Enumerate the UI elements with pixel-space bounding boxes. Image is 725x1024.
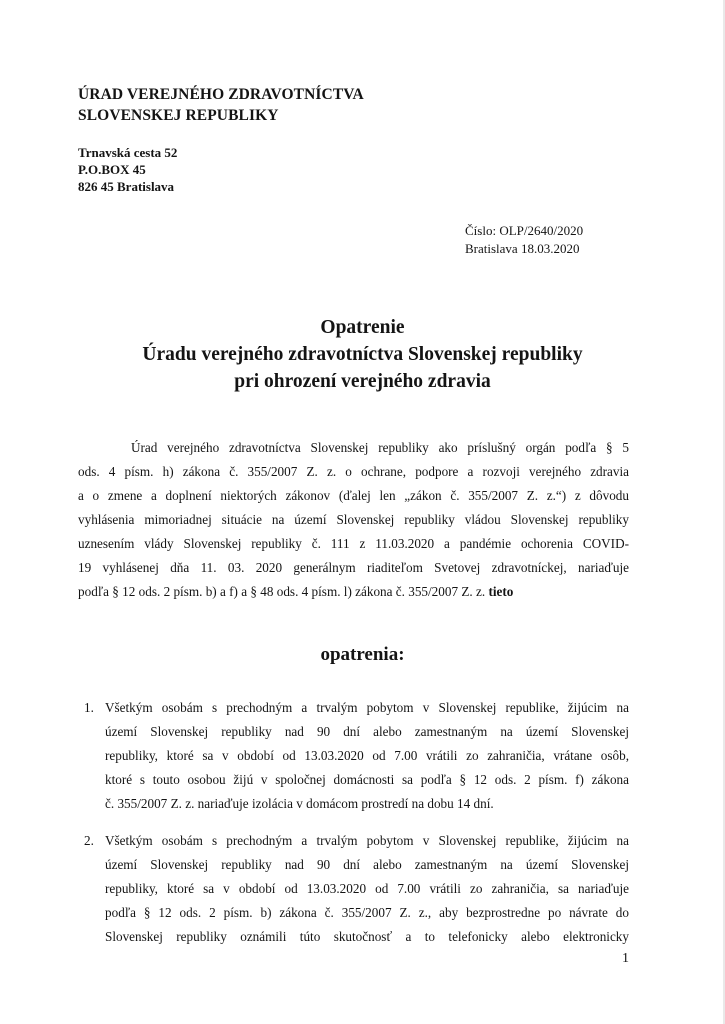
item-line: republiky, ktoré sa v období od 13.03.2020 od 7.00 vrátili zo zahraničia, sa nariaďuje <box>105 881 629 896</box>
item-number: 2. <box>84 833 94 848</box>
item-number: 1. <box>84 700 94 715</box>
title-line-1: Opatrenie <box>320 317 405 338</box>
item-line: Slovenskej republiky oznámili túto skutočnosť a to telefonicky alebo elektronicky <box>105 929 629 944</box>
org-line-2: SLOVENSKEJ REPUBLIKY <box>78 107 279 124</box>
address-city: 826 45 Bratislava <box>78 179 175 194</box>
intro-line: 19 vyhlásenej dňa 11. 03. 2020 generálnym riaditeľom Svetovej zdravotníckej, nariaďuje <box>78 560 629 575</box>
issuing-authority <box>78 84 364 126</box>
item-line: Všetkým osobám s prechodným a trvalým pobytom v Slovenskej republike, žijúcim na <box>105 700 629 715</box>
item-line: podľa § 12 ods. 2 písm. b) zákona č. 355/2007 Z. z., aby bezprostredne po návrate do <box>105 905 629 920</box>
intro-bold-word: tieto <box>488 584 514 599</box>
address-street: Trnavská cesta 52 <box>78 145 178 160</box>
item-line: území Slovenskej republiky nad 90 dní alebo zamestnaným na území Slovenskej <box>105 857 629 872</box>
title-line-2: Úradu verejného zdravotníctva Slovenskej republiky <box>142 344 583 365</box>
reference-block <box>465 222 583 258</box>
reference-number: Číslo: OLP/2640/2020 <box>465 223 584 238</box>
item-line: ktoré s touto osobou žijú v spoločnej domácnosti sa podľa § 12 ods. 2 písm. f) zákona <box>105 772 629 787</box>
intro-paragraph <box>78 436 629 604</box>
intro-line-last <box>78 580 629 604</box>
page-number: 1 <box>622 951 629 966</box>
section-heading: opatrenia: <box>320 644 405 665</box>
intro-line: Úrad verejného zdravotníctva Slovenskej republiky ako príslušný orgán podľa § 5 <box>131 440 629 455</box>
intro-line-text: podľa § 12 ods. 2 písm. b) a f) a § 48 ods. 4 písm. l) zákona č. 355/2007 Z. z. <box>78 584 486 599</box>
document-title <box>0 314 725 395</box>
item-line: č. 355/2007 Z. z. nariaďuje izolácia v domácom prostredí na dobu 14 dní. <box>105 796 494 811</box>
item-text <box>105 696 629 816</box>
item-text <box>105 829 629 949</box>
title-line-3: pri ohrození verejného zdravia <box>234 371 491 392</box>
item-line: Všetkým osobám s prechodným a trvalým pobytom v Slovenskej republike, žijúcim na <box>105 833 629 848</box>
item-line: republiky, ktoré sa v období od 13.03.2020 od 7.00 vrátili zo zahraničia, vrátane osôb, <box>105 748 629 763</box>
intro-line: vyhlásenia mimoriadnej situácie na území Slovenskej republiky vládou Slovenskej republiky <box>78 512 629 527</box>
item-line: území Slovenskej republiky nad 90 dní alebo zamestnaným na území Slovenskej <box>105 724 629 739</box>
intro-line: a o zmene a doplnení niektorých zákonov (ďalej len „zákon č. 355/2007 Z. z.“) z dôvodu <box>78 488 629 503</box>
reference-place-date: Bratislava 18.03.2020 <box>465 241 580 256</box>
intro-line: uznesením vlády Slovenskej republiky č. 111 z 11.03.2020 a pandémie ochorenia COVID- <box>78 536 629 551</box>
authority-address <box>78 144 177 195</box>
address-pobox: P.O.BOX 45 <box>78 162 146 177</box>
org-line-1: ÚRAD VEREJNÉHO ZDRAVOTNÍCTVA <box>78 86 364 103</box>
intro-line: ods. 4 písm. h) zákona č. 355/2007 Z. z. o ochrane, podpore a rozvoji verejného zdravia <box>78 464 629 479</box>
